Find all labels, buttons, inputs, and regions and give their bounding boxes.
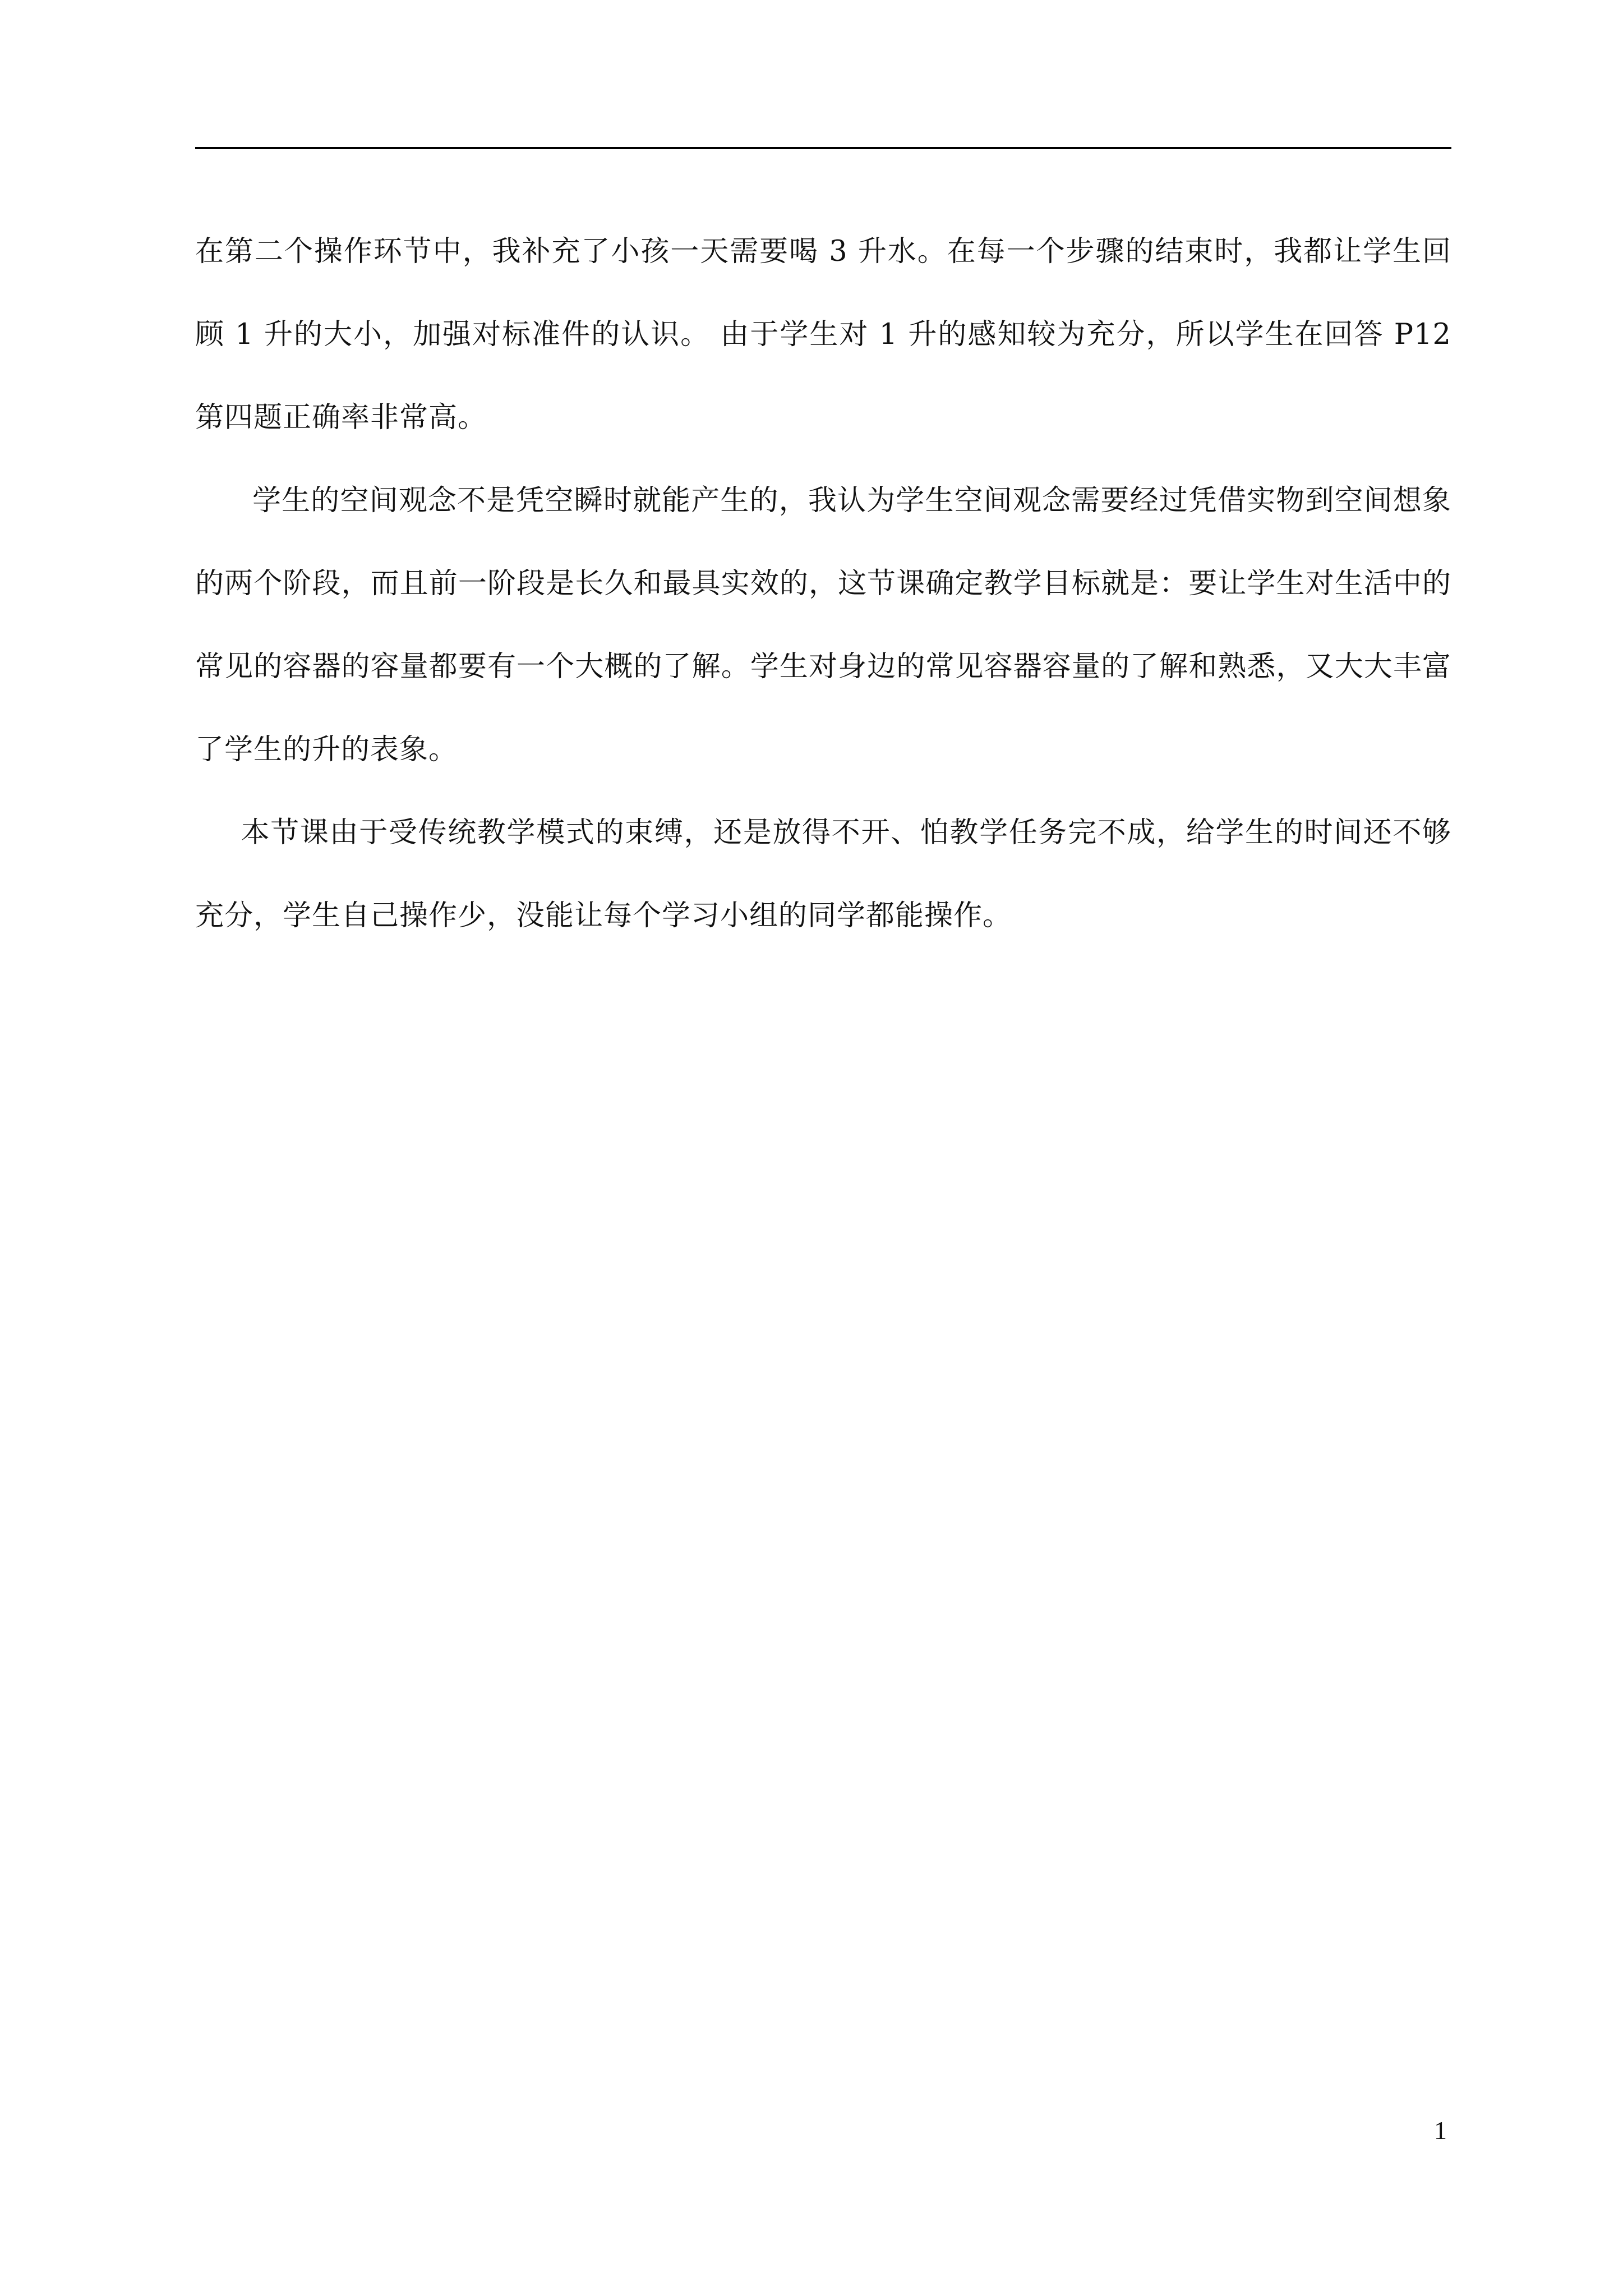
paragraph-2: 学生的空间观念不是凭空瞬时就能产生的，我认为学生空间观念需要经过凭借实物到空间想象的两个阶段，而且前一阶段是长久和最具实效的，这节课确定教学目标就是：要让学生对生活中的常见的容器的容量都要有一个大概的了解。学生对身边的常见容器容量的了解和熟悉，又大大丰富了学生的升的表象。 bbox=[195, 484, 1451, 766]
paragraph-3: 本节课由于受传统教学模式的束缚，还是放得不开、怕教学任务完不成，给学生的时间还不够充分，学生自己操作少，没能让每个学习小组的同学都能操作。 bbox=[195, 816, 1451, 932]
page-number: 1 bbox=[1434, 2116, 1447, 2145]
header-rule bbox=[195, 147, 1451, 149]
paragraph-1: 在第二个操作环节中，我补充了小孩一天需要喝 3 升水。在每一个步骤的结束时，我都让学生回顾 1 升的大小，加强对标准件的认识。 由于学生对 1 升的感知较为充分，所以学生在回答 P12 第四题正确率非常高。 bbox=[195, 235, 1451, 434]
document-body bbox=[195, 210, 1451, 958]
